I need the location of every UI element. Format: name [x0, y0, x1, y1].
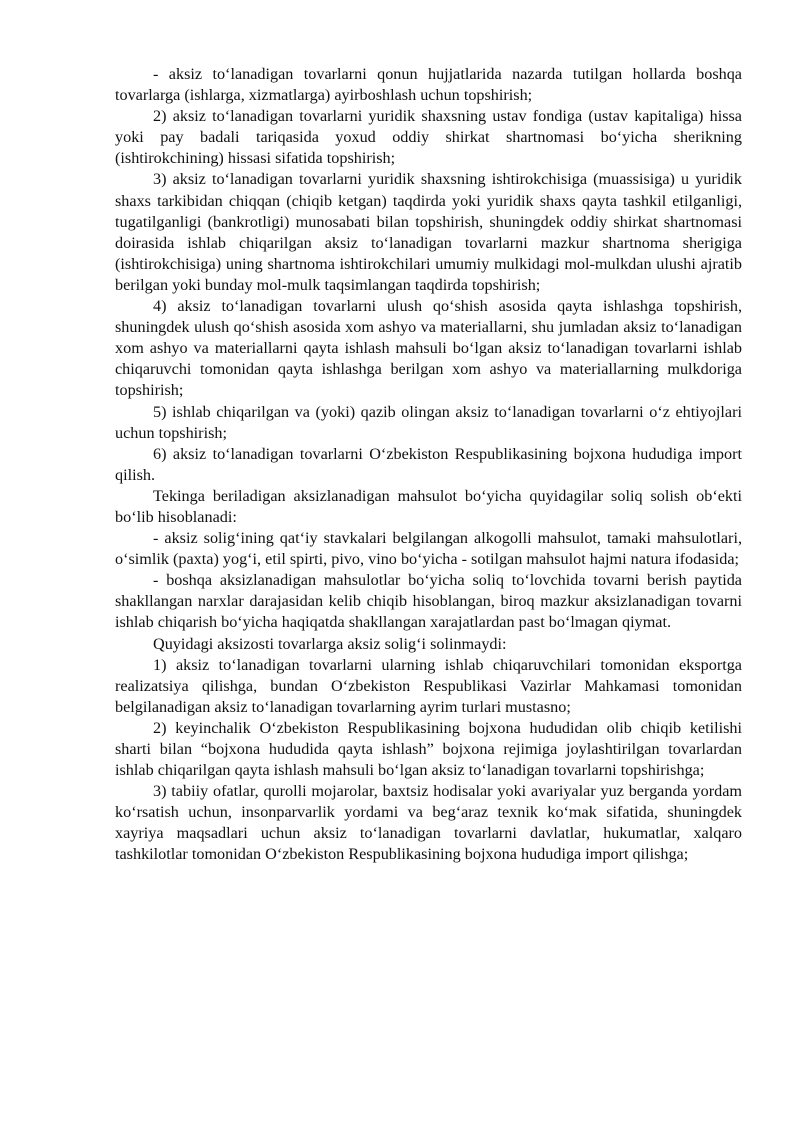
paragraph-barter-transfer: - aksiz to‘lanadigan tovarlarni qonun hujjatlarida nazarda tutilgan hollarda boshqa tovarlarga (ishlarga, xizmatlarga) ayirboshlash uchun topshirish;: [115, 65, 742, 105]
paragraph-other-products: - boshqa aksizlanadigan mahsulotlar bo‘yicha soliq to‘lovchida tovarni berish paytida shakllangan narxlar darajasidan kelib chiqib hisoblangan, biroq mazkur aksizlanadigan tovarni ishlab chiqarish bo‘yicha haqiqatda shakllangan xarajatlardan past bo‘lmagan qiymat.: [115, 571, 742, 632]
paragraph-exemption-1-export: 1) aksiz to‘lanadigan tovarlarni ularning ishlab chiqaruvchilari tomonidan eksportga realizatsiya qilishga, bundan O‘zbekiston Respublikasi Vazirlar Mahkamasi tomonidan belgilanadigan aksiz to‘lanadigan tovarlarning ayrim turlari mustasno;: [115, 655, 742, 716]
paragraph-item-6-import: 6) aksiz to‘lanadigan tovarlarni O‘zbekiston Respublikasining bojxona hududiga import qilish.: [115, 444, 742, 484]
paragraph-exemption-3-humanitarian: 3) tabiiy ofatlar, qurolli mojarolar, baxtsiz hodisalar yoki avariyalar yuz berganda yordam ko‘rsatish uchun, insonparvarlik yordami va beg‘araz texnik ko‘mak sifatida, shuningdek xayriya maqsadlari uchun aksiz to‘lanadigan tovarlarni davlatlar, hukumatlar, xalqaro tashkilotlar tomonidan O‘zbekiston Respublikasining bojxona hududiga import qilishga;: [115, 782, 742, 864]
document-page: [115, 64, 742, 866]
paragraph-exemption-2-customs-processing: 2) keyinchalik O‘zbekiston Respublikasining bojxona hududidan olib chiqib ketilishi sharti bilan “bojxona hududida qayta ishlash” bojxona rejimiga joylashtirilgan tovarlardan ishlab chiqarilgan qayta ishlash mahsuli bo‘lgan aksiz to‘lanadigan tovarlarni topshirishga;: [115, 718, 742, 780]
paragraph-fixed-rates: - aksiz solig‘ining qat‘iy stavkalari belgilangan alkogolli mahsulot, tamaki mahsulotlari, o‘simlik (paxta) yog‘i, etil spirti, pivo, vino bo‘yicha - sotilgan mahsulot hajmi natura ifodasida;: [115, 529, 742, 569]
paragraph-item-5-own-needs: 5) ishlab chiqarilgan va (yoki) qazib olingan aksiz to‘lanadigan tovarlarni o‘z ehtiyojlari uchun topshirish;: [115, 402, 742, 442]
paragraph-item-3-participant-transfer: 3) aksiz to‘lanadigan tovarlarni yuridik shaxsning ishtirokchisiga (muassisiga) u yuridik shaxs tarkibidan chiqqan (chiqib ketgan) taqdirda yoki yuridik shaxs qayta tashkil etilganligi, tugatilganligi (bankrotligi) munosabati bilan topshirish, shuningdek oddiy shirkat shartnomasi doirasida ishlab chiqarilgan aksiz to‘lanadigan tovarlarni mazkur shartnoma sherigiga (ishtirokchisiga) uning shartnoma ishtirokchilari umumiy mulkidagi mol-mulkdan ulushi ajratib berilgan yoki bunday mol-mulk taqsimlangan taqdirda topshirish;: [115, 170, 742, 294]
paragraph-item-2-charter-fund: 2) aksiz to‘lanadigan tovarlarni yuridik shaxsning ustav fondiga (ustav kapitaliga) hissa yoki pay badali tariqasida yoxud oddiy shirkat shartnomasi bo‘yicha sherikning (ishtirokchining) hissasi sifatida topshirish;: [115, 107, 742, 168]
paragraph-exemptions-intro: Quyidagi aksizosti tovarlarga aksiz solig‘i solinmaydi:: [153, 634, 507, 653]
paragraph-item-4-processing: 4) aksiz to‘lanadigan tovarlarni ulush qo‘shish asosida qayta ishlashga topshirish, shuningdek ulush qo‘shish asosida xom ashyo va materiallarni, shu jumladan aksiz to‘lanadigan xom ashyo va materiallarni qayta ishlash mahsuli bo‘lgan aksiz to‘lanadigan tovarlarni ishlab chiqaruvchi tomonidan qayta ishlashga berilgan xom ashyo va materiallarning mulkdoriga topshirish;: [115, 297, 742, 400]
paragraph-free-products-intro: Tekinga beriladigan aksizlanadigan mahsulot bo‘yicha quyidagilar soliq solish ob‘ekti bo‘lib hisoblanadi:: [115, 486, 742, 526]
